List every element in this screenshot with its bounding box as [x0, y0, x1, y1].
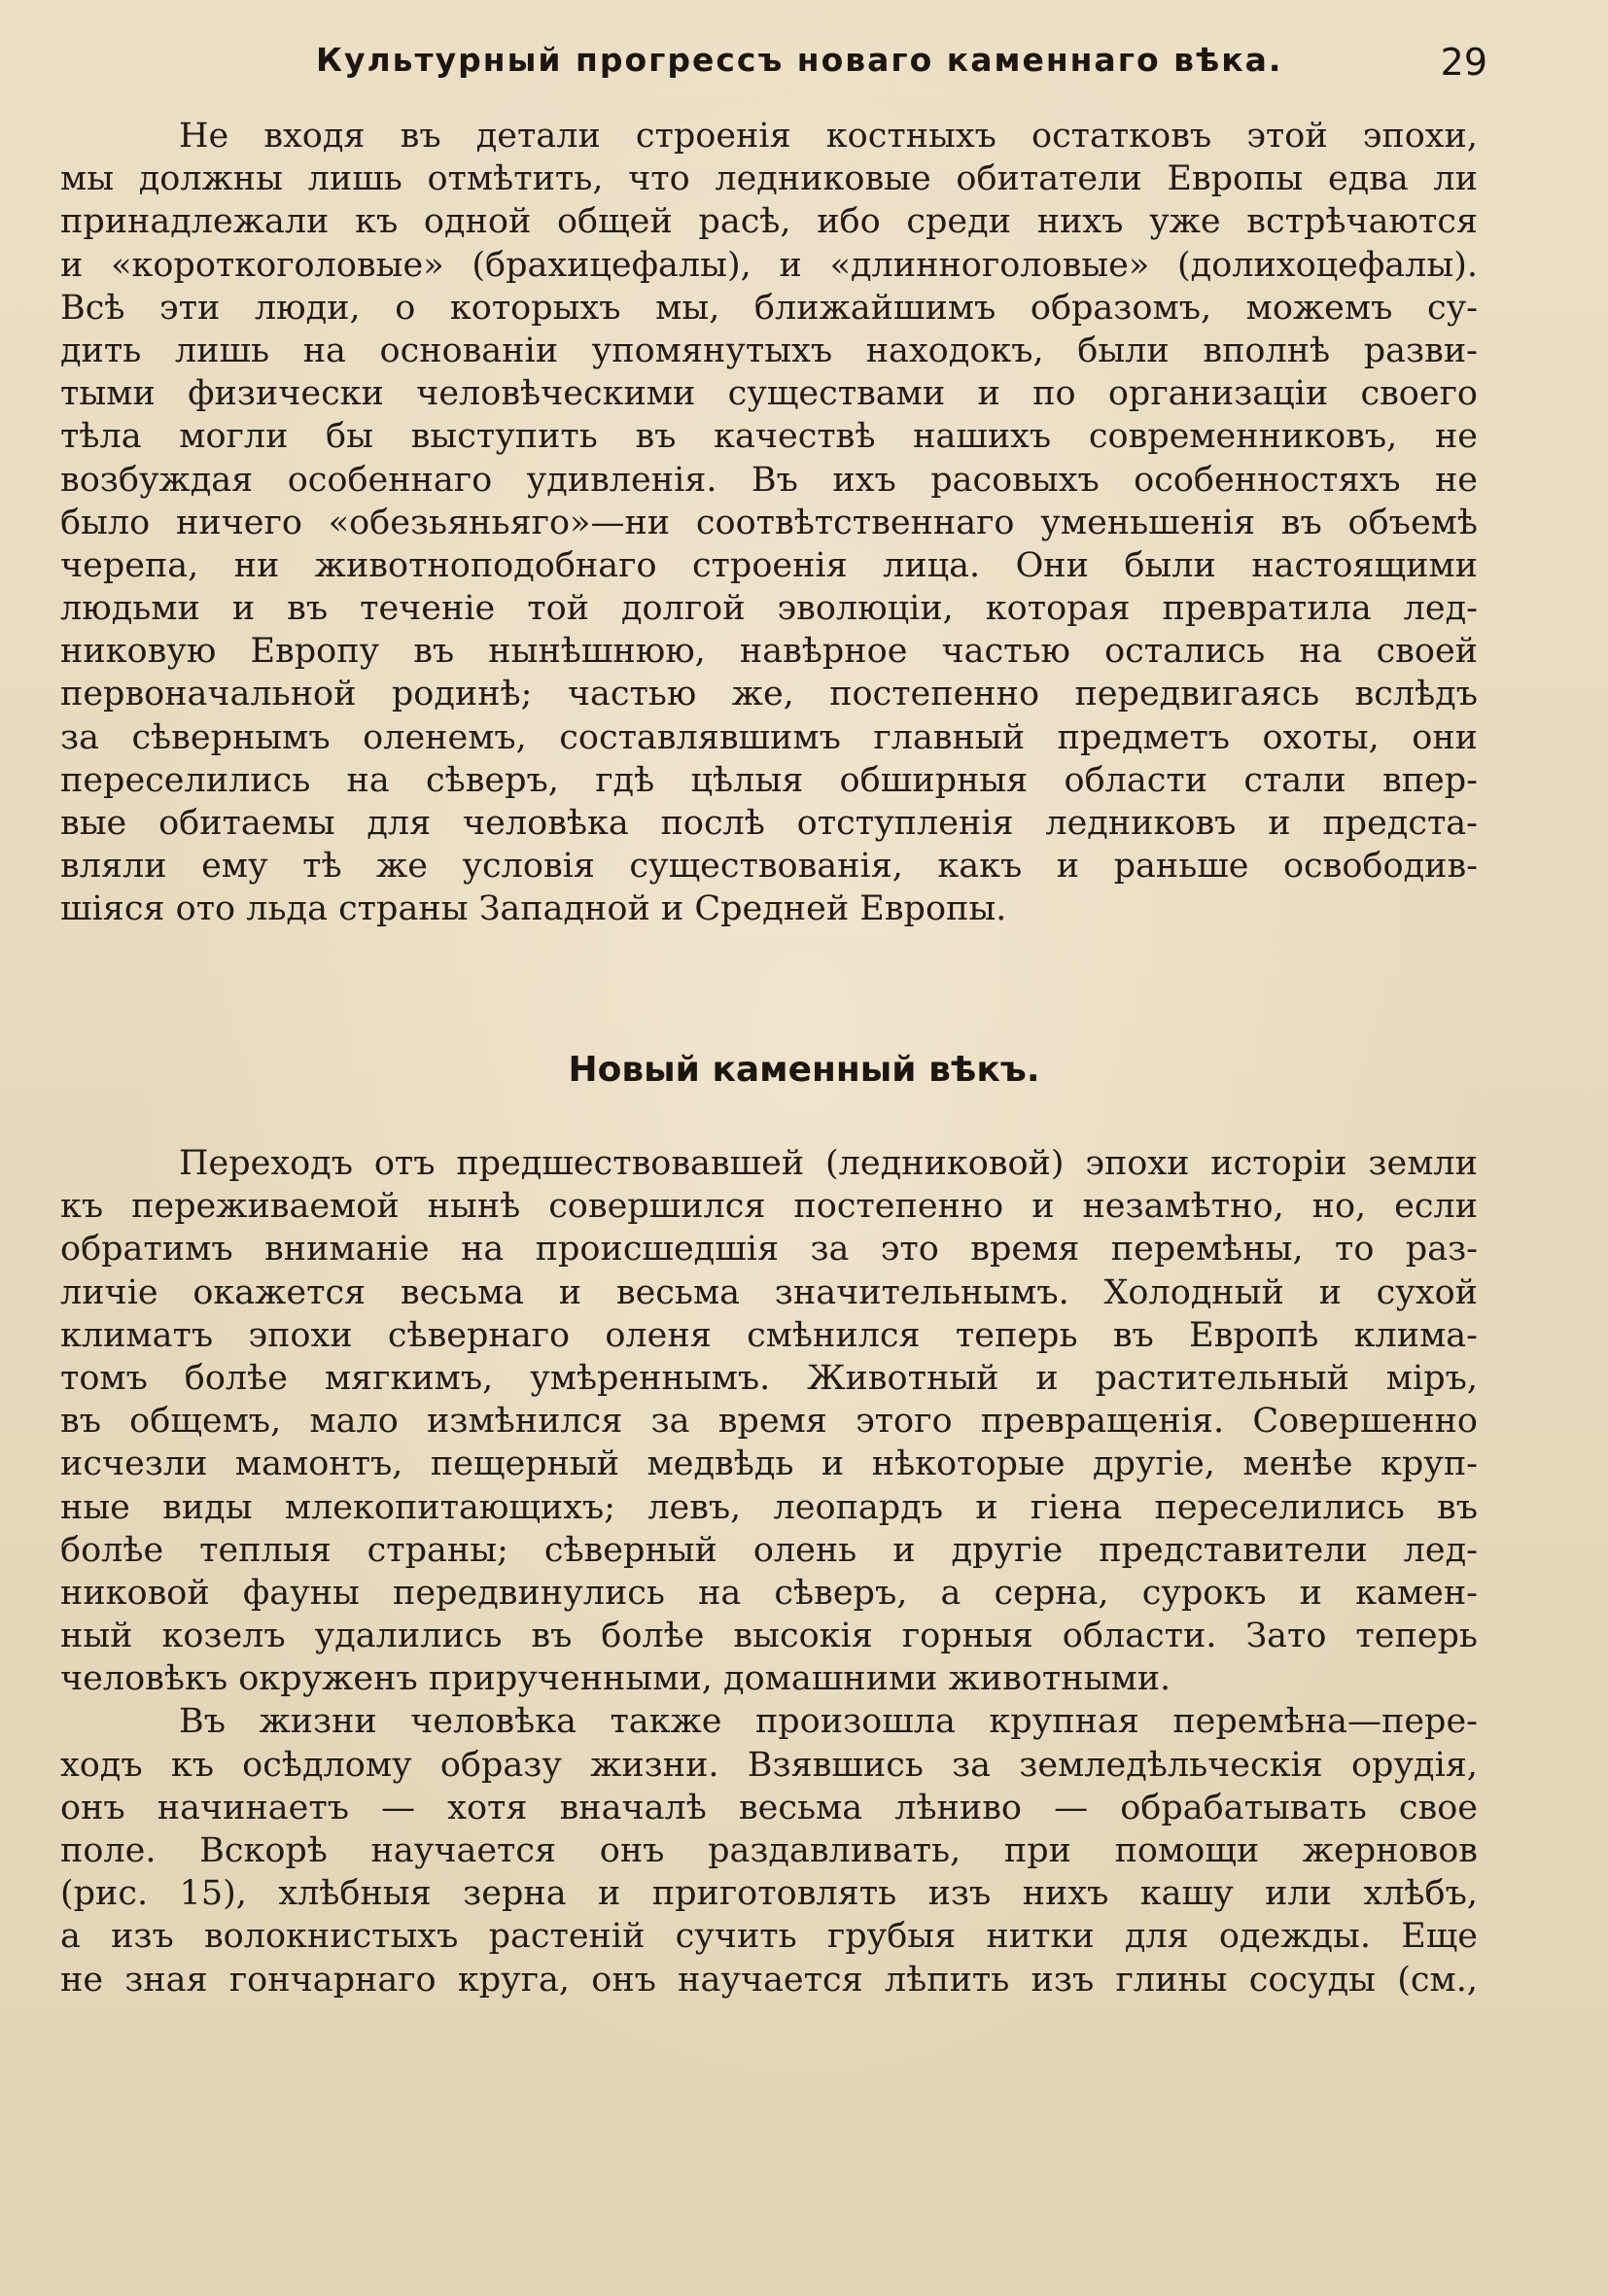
- text-line: переселились на сѣверъ, гдѣ цѣлыя обширныя области стали впер-: [60, 760, 1478, 800]
- text-line: а изъ волокнистыхъ растеній сучить грубыя нитки для одежды. Еще: [60, 1917, 1478, 1957]
- text-line: возбуждая особеннаго удивленія. Въ ихъ расовыхъ особенностяхъ не: [60, 460, 1478, 500]
- text-line: не зная гончарнаго круга, онъ научается лѣпить изъ глины сосуды (см.,: [60, 1960, 1478, 2000]
- text-line: ходъ къ осѣдлому образу жизни. Взявшись за земледѣльческія орудія,: [60, 1745, 1478, 1785]
- text-line: онъ начинаетъ — хотя вначалѣ весьма лѣниво — обрабатывать свое: [60, 1788, 1478, 1827]
- text-line: за сѣвернымъ оленемъ, составлявшимъ главный предметъ охоты, они: [60, 717, 1478, 757]
- section-heading: Новый каменный вѣкъ.: [568, 1050, 1040, 1090]
- text-line: первоначальной родинѣ; частью же, постепенно передвигаясь вслѣдъ: [60, 675, 1478, 714]
- text-line: вые обитаемы для человѣка послѣ отступленія ледниковъ и предста-: [60, 804, 1478, 843]
- text-line: ный козелъ удалились въ болѣе высокія горныя области. Зато теперь: [60, 1617, 1478, 1656]
- text-line: Переходъ отъ предшествовавшей (ледниковой) эпохи исторіи земли: [179, 1144, 1478, 1183]
- text-line: поле. Вскорѣ научается онъ раздавливать, при помощи жерновов: [60, 1831, 1478, 1870]
- text-line: людьми и въ теченіе той долгой эволюціи, которая превратила лед-: [60, 589, 1478, 629]
- text-line: Не входя въ детали строенія костныхъ остатковъ этой эпохи,: [179, 117, 1478, 156]
- text-line: дить лишь на основаніи упомянутыхъ находокъ, были вполнѣ разви-: [60, 330, 1478, 370]
- text-line: исчезли мамонтъ, пещерный медвѣдь и нѣкоторые другіе, менѣе круп-: [60, 1444, 1478, 1484]
- text-line: никовую Европу въ нынѣшнюю, навѣрное частью остались на своей: [60, 632, 1478, 672]
- text-line: человѣкъ окруженъ прирученными, домашними животными.: [60, 1659, 1171, 1699]
- text-line: принадлежали къ одной общей расѣ, ибо среди нихъ уже встрѣчаются: [60, 202, 1478, 242]
- paragraph-1: [60, 115, 1478, 931]
- text-line: къ переживаемой нынѣ совершился постепенно и незамѣтно, но, если: [60, 1187, 1478, 1227]
- text-line: вляли ему тѣ же условія существованія, какъ и раньше освободив-: [60, 847, 1478, 887]
- text-line: томъ болѣе мягкимъ, умѣреннымъ. Животный и растительный міръ,: [60, 1358, 1478, 1398]
- page-number: 29: [1440, 41, 1487, 84]
- text-line: Всѣ эти люди, о которыхъ мы, ближайшимъ образомъ, можемъ су-: [60, 288, 1478, 328]
- text-line: въ общемъ, мало измѣнился за время этого превращенія. Совершенно: [60, 1402, 1478, 1442]
- text-line: и «короткоголовые» (брахицефалы), и «длинноголовые» (долихоцефалы).: [60, 245, 1478, 285]
- text-line: никовой фауны передвинулись на сѣверъ, а серна, сурокъ и камен-: [60, 1573, 1478, 1613]
- text-line: личіе окажется весьма и весьма значительнымъ. Холодный и сухой: [60, 1272, 1478, 1312]
- paragraphs-2-3: [60, 1142, 1478, 2001]
- text-line: было ничего «обезьяньяго»—ни соотвѣтственнаго уменьшенія въ объемѣ: [60, 503, 1478, 542]
- text-line: Въ жизни человѣка также произошла крупная перемѣна—пере-: [179, 1702, 1478, 1742]
- text-line: климатъ эпохи сѣвернаго оленя смѣнился теперь въ Европѣ климa-: [60, 1315, 1478, 1355]
- text-line: болѣе теплыя страны; сѣверный олень и другіе представители лед-: [60, 1530, 1478, 1570]
- text-line: тыми физически человѣческими существами и по организаціи своего: [60, 374, 1478, 414]
- text-line: тѣла могли бы выступить въ качествѣ нашихъ современниковъ, не: [60, 417, 1478, 457]
- page-header: [58, 41, 1487, 89]
- running-title: Культурный прогрессъ новаго каменнаго вѣка.: [316, 41, 1283, 79]
- text-line: мы должны лишь отмѣтить, что ледниковые обитатели Европы едва ли: [60, 159, 1478, 199]
- text-line: обратимъ вниманіе на происшедшія за это время перемѣны, то раз-: [60, 1230, 1478, 1270]
- text-line: ные виды млекопитающихъ; левъ, леопардъ и гіена переселились въ: [60, 1487, 1478, 1527]
- text-line: (рис. 15), хлѣбныя зерна и приготовлять изъ нихъ кашу или хлѣбъ,: [60, 1874, 1478, 1914]
- text-line: шіяся ото льда страны Западной и Средней Европы.: [60, 889, 1007, 929]
- text-line: черепа, ни животноподобнаго строенія лица. Они были настоящими: [60, 545, 1478, 585]
